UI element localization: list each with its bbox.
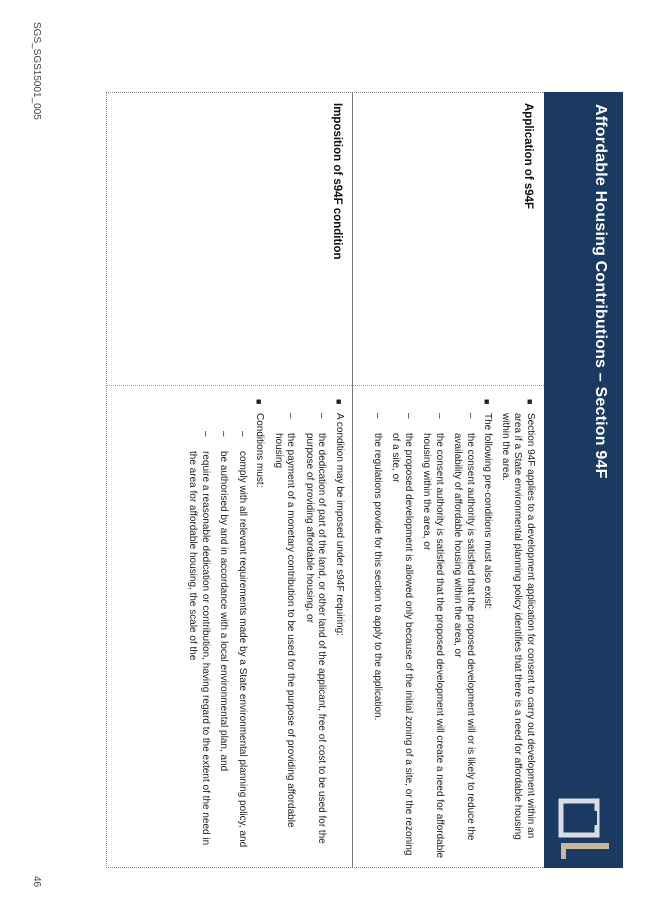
dash-icon: – (200, 431, 211, 437)
row-label-imposition: Imposition of s94F condition (331, 103, 343, 260)
dash-icon: – (237, 431, 248, 437)
dash-icon: – (218, 431, 230, 437)
dash-icon: – (372, 413, 383, 419)
list-item: – the proposed development is allowed only because of the initial zoning of a site, or the rezoning of a site, or (390, 413, 414, 856)
list-item: ■ A condition may be imposed under s94F requiring: (334, 399, 345, 636)
row-content-imposition (180, 399, 345, 859)
dash-icon: – (434, 413, 445, 419)
dash-icon: – (465, 413, 476, 419)
list-item: – be authorised by and in accordance with a local environmental plan, and (218, 431, 230, 772)
page-number: 46 (31, 876, 42, 888)
list-item: – the payment of a monetary contribution to be used for the purpose of providing affordable housing (273, 413, 297, 828)
row-divider (352, 93, 353, 867)
company-logo-icon (549, 797, 617, 861)
dash-icon: – (403, 413, 414, 419)
list-item: – the regulations provide for this section to apply to the application. (372, 413, 383, 721)
dash-icon: – (316, 413, 328, 419)
content-table (106, 92, 544, 868)
column-divider (107, 385, 544, 386)
list-item: – the dedication of part of the land, or other land of the applicant, free of cost to be used for the purpose of providing affordable housing, or (304, 413, 328, 844)
dash-icon: – (285, 413, 297, 419)
list-item: ■ Section 94F applies to a development application for consent to carry out development within an area if a State environmental planning policy identifies that there is a need for affordable housing within the area. (500, 399, 536, 840)
bullet-icon: ■ (334, 399, 344, 405)
bullet-icon: ■ (482, 399, 493, 405)
list-item: – the consent authority is satisfied that the proposed development will or is likely to reduce the availability of affordable housing within the area, or (452, 413, 476, 841)
header-band (544, 92, 623, 868)
bullet-icon: ■ (254, 399, 265, 405)
footer-document-code: SGS_SGS15001_005 (31, 22, 42, 120)
row-content-application (365, 399, 537, 859)
list-item: – require a reasonable dedication or contribution, having regard to the extent of the need in the area for affordable housing, the scale of the (187, 431, 211, 846)
list-item: ■ The following pre-conditions must also exist: (482, 399, 494, 610)
bullet-icon: ■ (525, 399, 535, 405)
list-item: – the consent authority is satisfied that the proposed development will create a need for affordable housing within the area, or (421, 413, 445, 859)
list-item: ■ Conditions must: (254, 399, 266, 488)
row-label-application: Application of s94F (522, 103, 534, 210)
list-item: – comply with all relevant requirements made by a State environmental planning policy, and (237, 431, 248, 848)
slide-title: Affordable Housing Contributions – Section 94F (592, 104, 609, 479)
